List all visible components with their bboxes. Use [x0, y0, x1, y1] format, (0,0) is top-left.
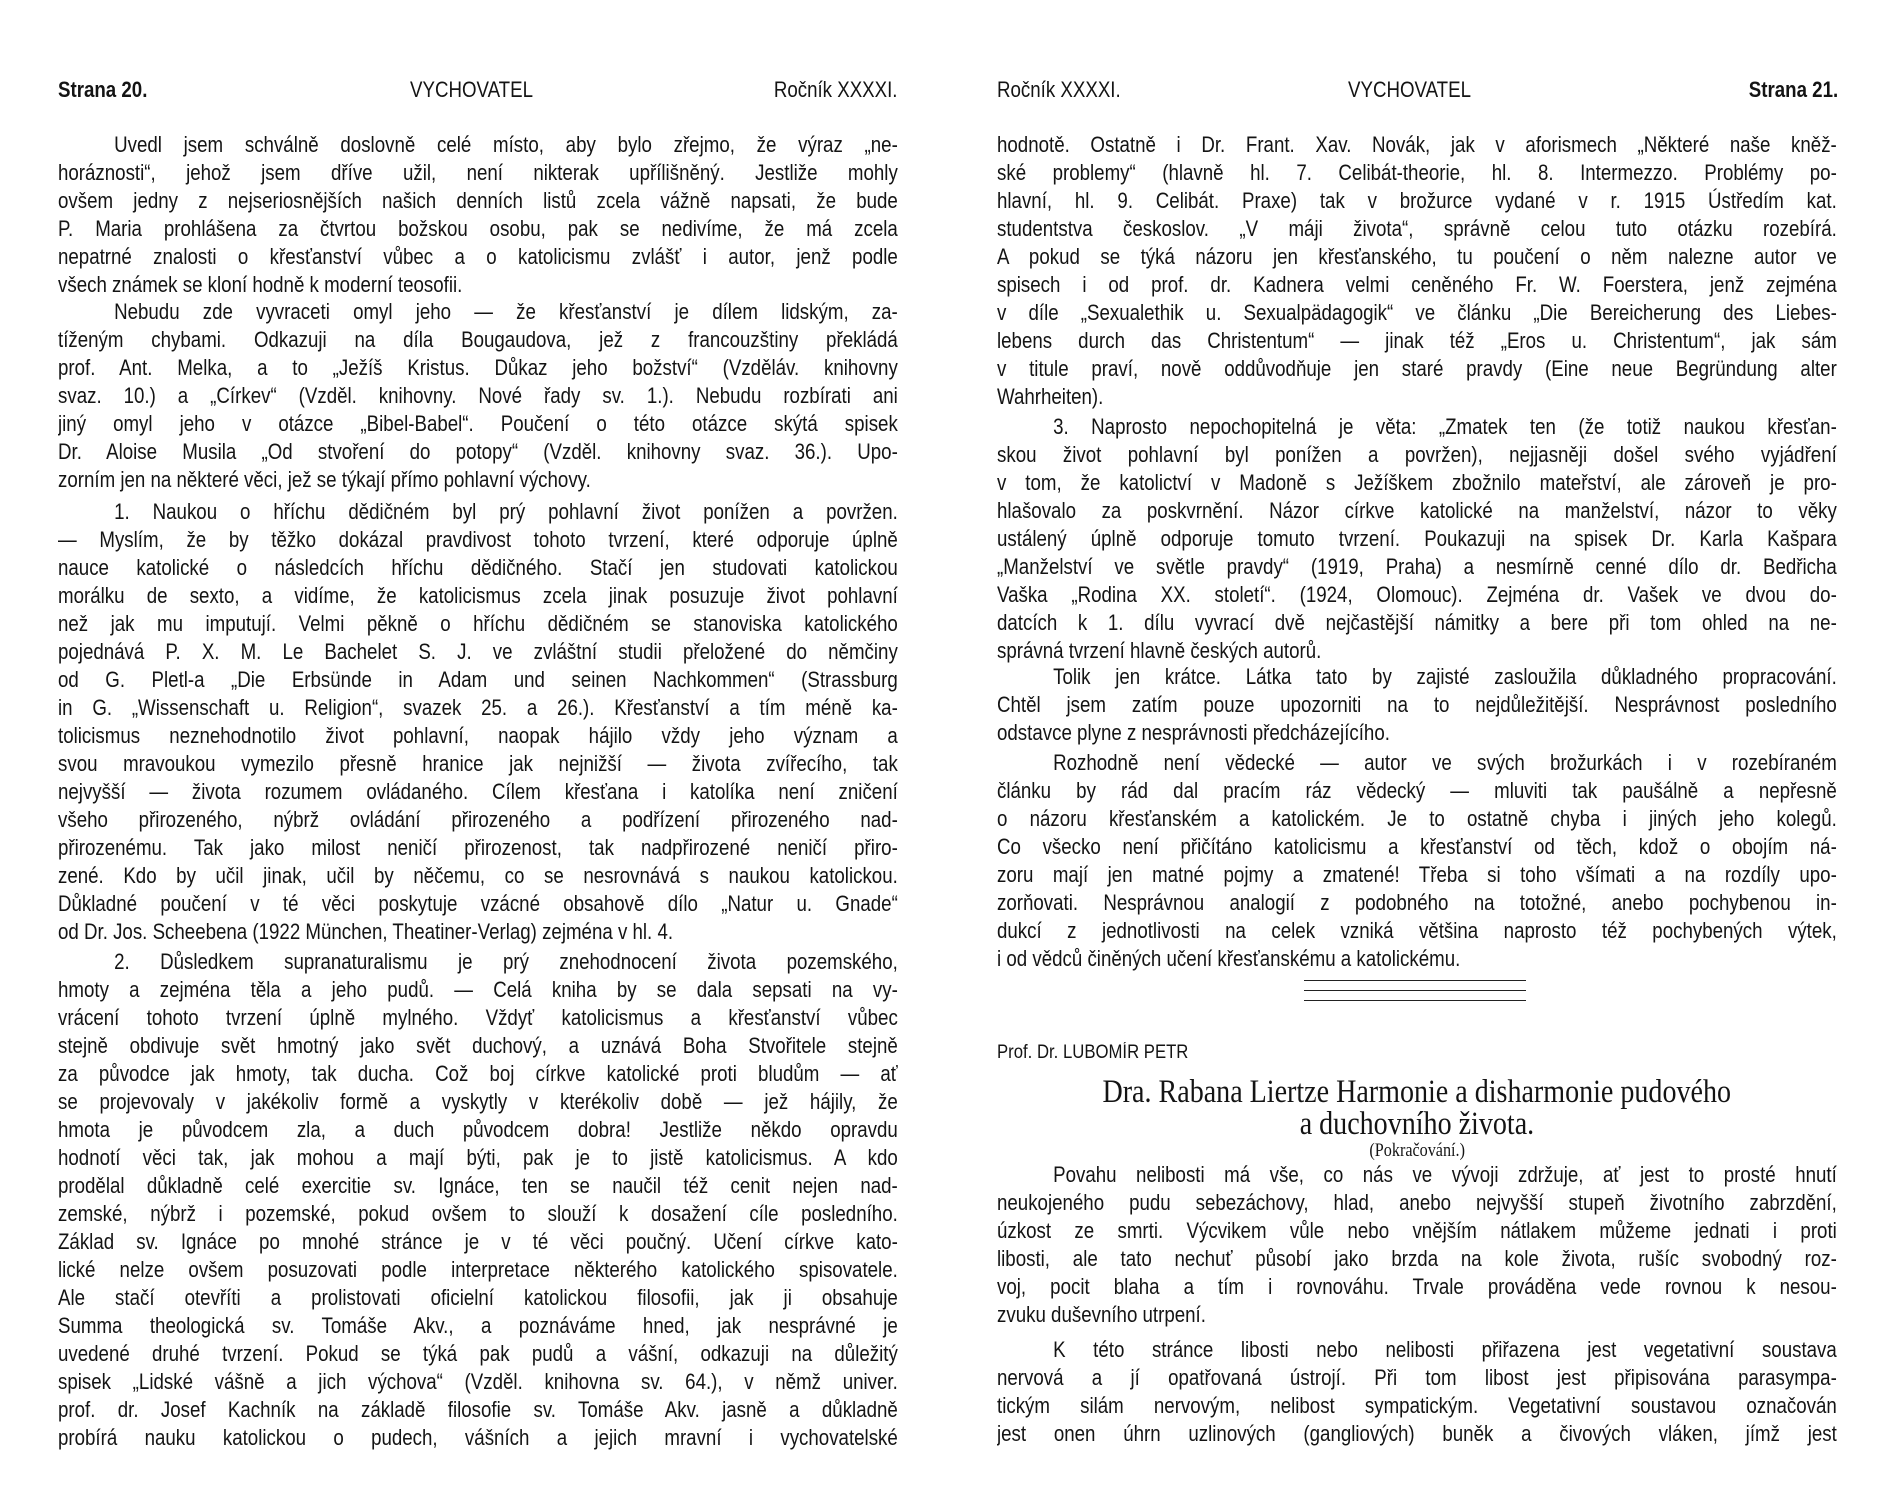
article-body — [997, 0, 1837, 1500]
text-line: Chtěl jsem zatím pouze upozorniti na to nejdůležitější. Nesprávnost posledního — [997, 692, 1837, 717]
text-line: zorňovati. Nesprávnou analogií z podobného na totožné, anebo pochybenou in- — [997, 890, 1837, 915]
text-line: odstavce plyne z nesprávnosti předcházejícího. — [997, 720, 1390, 745]
text-line: Základ sv. Ignáce po mnohé stránce je v té věci poučný. Učení církve kato- — [58, 1229, 898, 1254]
text-line: uvedené druhé tvrzení. Pokud se týká pak pudů a vášní, odkazuji na důležitý — [58, 1341, 898, 1366]
text-line: vrácení tohoto tvrzení úplně mylného. Vždyť katolicismus a křesťanství vůbec — [58, 1005, 898, 1030]
text-line: studentstva českoslov. „V máji života“, správně celou tuto otázku rozebírá. — [997, 216, 1837, 241]
text-line: tickým silám nervovým, nelibost sympatickým. Vegetativní soustavou označován — [997, 1393, 1837, 1418]
text-line: svaz. 10.) a „Církev“ (Vzděl. knihovny. Nové řady sv. 1.). Nebudu rozbírati ani — [58, 383, 898, 408]
paragraph — [58, 131, 898, 299]
text-line: skou život pohlavní byl ponížen a povržen), nejjasněji došel svého vyjádření — [997, 442, 1837, 467]
continuation-note: (Pokračování.) — [1369, 1140, 1465, 1161]
paragraph — [58, 948, 898, 1452]
page-number: Strana 21. — [1748, 77, 1838, 102]
text-line: spisek „Lidské vášně a jich výchova“ (Vzděl. knihovna sv. 64.), v němž univer. — [58, 1369, 898, 1394]
text-line: hmoty a zejména těla a jeho pudů. — Celá kniha by se dala sepsati na vy- — [58, 977, 898, 1002]
text-line: 3. Naprosto nepochopitelná je věta: „Zmatek ten (že totiž naukou křesťan- — [1053, 414, 1837, 439]
text-line: ustálený úplně odporuje tomuto tvrzení. Poukazuji na spisek Dr. Karla Kašpara — [997, 526, 1837, 551]
paragraph — [58, 498, 898, 946]
volume-number: Ročník XXXXI. — [774, 77, 898, 102]
left-page-body — [58, 0, 898, 1500]
paragraph — [997, 1161, 1837, 1329]
article-title-line-1: Dra. Rabana Liertze Harmonie a disharmonie pudového — [1102, 1074, 1732, 1110]
text-line: Co všecko není přičítáno katolicismu a křesťanství od těch, kdož o obojím ná- — [997, 834, 1837, 859]
text-line: svou mravoukou vymezilo přesně hranice jak nejnižší — života zvířecího, tak — [58, 751, 898, 776]
text-line: ské problemy“ (hlavně hl. 7. Celibát-theorie, hl. 8. Intermezzo. Problémy po- — [997, 160, 1837, 185]
text-line: se projevovaly v jakékoliv formě a vyskytly v kterékoliv době — jež hájily, že — [58, 1089, 898, 1114]
text-line: K této stránce libosti nebo nelibosti přiřazena jest vegetativní soustava — [1053, 1337, 1837, 1362]
text-line: Ale stačí otevříti a prolistovati oficielní katolickou filosofii, jak ji obsahuje — [58, 1285, 898, 1310]
text-line: Rozhodně není vědecké — autor ve svých brožurkách i v rozebíraném — [1053, 750, 1837, 775]
text-line: prof. dr. Josef Kachník na základě filosofie sv. Tomáše Akv. jasně a důkladně — [58, 1397, 898, 1422]
text-line: lebens durch das Christentum“ — jinak též „Eros u. Christentum“, jak sám — [997, 328, 1837, 353]
text-line: voj, pocit blaha a tím i rovnováhu. Trvale prováděna vede rovnou k nesou- — [997, 1274, 1837, 1299]
text-line: — Myslím, že by těžko dokázal pravdivost tohoto tvrzení, které odporuje úplně — [58, 527, 898, 552]
text-line: i od vědců činěných učení křesťanskému a katolickému. — [997, 946, 1461, 971]
text-line: prodělal důkladně celé exercitie sv. Ignáce, ten se naučil též cenit nejen nad- — [58, 1173, 898, 1198]
text-line: A pokud se týká názoru jen křesťanského, tu poučení o něm nalezne autor ve — [997, 244, 1837, 269]
text-line: správná tvrzení hlavně českých autorů. — [997, 638, 1322, 663]
text-line: zvuku duševního utrpení. — [997, 1302, 1206, 1327]
text-line: P. Maria prohlášena za čtvrtou božskou osobu, pak se nedivíme, že má zcela — [58, 216, 898, 241]
text-line: zemské, nýbrž i pozemské, pokud ovšem to slouží k dosažení cíle posledního. — [58, 1201, 898, 1226]
text-line: v díle „Sexualethik u. Sexualpädagogik“ ve článku „Die Bereicherung des Liebes- — [997, 300, 1837, 325]
text-line: v tom, že katolictví v Madoně s Ježíškem zbožnilo mateřství, ale zároveň je pro- — [997, 470, 1837, 495]
text-line: pojednává P. X. M. Le Bachelet S. J. ve zvláštní studii přeložené do němčiny — [58, 639, 898, 664]
page-number: Strana 20. — [58, 77, 148, 102]
text-line: stejně obdivuje svět hmotný jako svět duchový, a uznává Boha Stvořitele stejně — [58, 1033, 898, 1058]
text-line: prof. Ant. Melka, a to „Ježíš Kristus. Důkaz jeho božství“ (Vzděláv. knihovny — [58, 355, 898, 380]
text-line: úzkost ze smrti. Výcvikem vůle nebo vnějším nátlakem můžeme jednati i proti — [997, 1218, 1837, 1243]
text-line: v titule praví, nově oddůvodňuje jen staré pravdy (Eine neue Begründung alter — [997, 356, 1837, 381]
text-line: Důkladné poučení v té věci poskytuje vzácné obsahově dílo „Natur u. Gnade“ — [58, 891, 898, 916]
text-line: hlavní, hl. 9. Celibát. Praxe) tak v brožurce vydané v r. 1915 Ústředím kat. — [997, 188, 1837, 213]
text-line: hodnotí věci tak, jak mohou a mají býti, pak je to jistě katolicismus. A kdo — [58, 1145, 898, 1170]
article-title-line-2: a duchovního života. — [1299, 1106, 1535, 1142]
text-line: neukojeného pudu sebezáchovy, hlad, anebo nejvyšší stupeň životního zabrzdění, — [997, 1190, 1837, 1215]
text-line: článku by rád dal pracím ráz vědecký — mluviti tak paušálně a nepřesně — [997, 778, 1837, 803]
text-line: 1. Naukou o hříchu dědičném byl prý pohlavní život ponížen a povržen. — [114, 499, 898, 524]
text-line: od Dr. Jos. Scheebena (1922 München, Theatiner-Verlag) zejména v hl. 4. — [58, 919, 674, 944]
text-line: Wahrheiten). — [997, 384, 1104, 409]
text-line: hmota je původcem zla, a duch původcem dobra! Jestliže někdo opravdu — [58, 1117, 898, 1142]
text-line: všeho přirozeného, nýbrž ovládání přirozeného a podřízení přirozeného nad- — [58, 807, 898, 832]
text-line: Nebudu zde vyvraceti omyl jeho — že křesťanství je dílem lidským, za- — [114, 299, 898, 324]
paragraph — [58, 298, 898, 494]
text-line: zené. Kdo by učil jinak, učil by něčemu, co se nesrovnává s naukou katolickou. — [58, 863, 898, 888]
article-author: Prof. Dr. LUBOMÍR PETR — [997, 1042, 1189, 1063]
text-line: nervová a jí opatřovaná ústrojí. Při tom libost jest připisována parasympa- — [997, 1365, 1837, 1390]
text-line: Uvedl jsem schválně doslovně celé místo, aby bylo zřejmo, že výraz „ne- — [114, 132, 898, 157]
text-line: nepatrné znalosti o křesťanství vůbec a o katolicismu zvlášť i autor, jenž podle — [58, 244, 898, 269]
text-line: in G. „Wissenschaft u. Religion“, svazek 25. a 26.). Křesťanství a tím méně ka- — [58, 695, 898, 720]
text-line: hlašovalo za poskvrnění. Názor církve katolické na manželství, názor to věky — [997, 498, 1837, 523]
text-line: o názoru křesťanském a katolickém. Je to ostatně chyba i jiných jeho kolegů. — [997, 806, 1837, 831]
text-line: tolicismus neznehodnotilo život pohlavní, naopak hájilo vždy jeho význam a — [58, 723, 898, 748]
text-line: spisech i od prof. dr. Kadnera velmi ceněného Fr. W. Foerstera, jenž zejména — [997, 272, 1837, 297]
text-line: Povahu nelibosti má vše, co nás ve vývoji zdržuje, ať jest to prosté hnutí — [1053, 1162, 1837, 1187]
text-line: libosti, ale tato nechuť působí jako brzda na kole života, rušíc svobodný roz- — [997, 1246, 1837, 1271]
text-line: nejvyšší — života rozumem ovládaného. Cílem křesťana i katolíka není zničení — [58, 779, 898, 804]
journal-title: VYCHOVATEL — [1348, 77, 1471, 102]
text-line: zorním jen na některé věci, jež se týkají přímo pohlavní výchovy. — [58, 467, 591, 492]
text-line: přirozenému. Tak jako milost neničí přirozenost, tak nadpřirozené neničí přiro- — [58, 835, 898, 860]
text-line: zoru mají jen matné pojmy a zmatené! Třeba si toho všímati a na rozdíly upo- — [997, 862, 1837, 887]
text-line: hodnotě. Ostatně i Dr. Frant. Xav. Novák, jak v aforismech „Některé naše kněž- — [997, 132, 1837, 157]
text-line: od G. Pletl-a „Die Erbsünde in Adam und seinen Nachkommen“ (Strassburg — [58, 667, 898, 692]
paragraph — [997, 1336, 1837, 1448]
text-line: dukcí z jednotlivosti na celek vzniká většina naprosto též pochybených výtek, — [997, 918, 1837, 943]
text-line: Vaška „Rodina XX. století“. (1924, Olomouc). Zejména dr. Vašek ve dvou do- — [997, 582, 1837, 607]
text-line: všech známek se kloní hodně k moderní teosofii. — [58, 272, 463, 297]
text-line: nauce katolické o následcích hříchu dědičného. Stačí jen studovati katolickou — [58, 555, 898, 580]
text-line: jest onen úhrn uzlinových (gangliových) buněk a čivových vláken, jímž jest — [997, 1421, 1837, 1446]
text-line: tíženým chybami. Odkazuji na díla Bougaudova, jež z francouzštiny překládá — [58, 327, 898, 352]
text-line: Summa theologická sv. Tomáše Akv., a poznáváme hned, jak nesprávné je — [58, 1313, 898, 1338]
text-line: 2. Důsledkem supranaturalismu je prý znehodnocení života pozemského, — [114, 949, 898, 974]
text-line: morálku de sexto, a vidíme, že katolicismus zcela jinak posuzuje život pohlavní — [58, 583, 898, 608]
text-line: než jak mu imputují. Velmi pěkně o hříchu dědičném se stanoviska katolického — [58, 611, 898, 636]
text-line: Tolik jen krátce. Látka tato by zajisté zasloužila důkladného propracování. — [1053, 664, 1837, 689]
text-line: Dr. Aloise Musila „Od stvoření do potopy“ (Vzděl. knihovny svaz. 36.). Upo- — [58, 439, 898, 464]
text-line: datcích k 1. dílu vyvrací dvě nejčastější námitky a bere při tom ohled na ne- — [997, 610, 1837, 635]
text-line: „Manželství ve světle pravdy“ (1919, Praha) a nesmírně cenné dílo dr. Bedřicha — [997, 554, 1837, 579]
text-line: horáznosti“, jehož jsem dříve užil, není nikterak upřílišněný. Jestliže mohly — [58, 160, 898, 185]
text-line: lické nelze ovšem posuzovati podle interpretace některého katolického spisovatele. — [58, 1257, 898, 1282]
volume-number: Ročník XXXXI. — [997, 77, 1121, 102]
text-line: za původce jak hmoty, tak ducha. Což boj církve katolické proti bludům — ať — [58, 1061, 898, 1086]
text-line: probírá nauku katolickou o pudech, vášních a jejich mravní i vychovatelské — [58, 1425, 898, 1450]
journal-title: VYCHOVATEL — [410, 77, 533, 102]
text-line: ovšem jedny z nejseriosnějších našich denních listů zcela vážně napsati, že bude — [58, 188, 898, 213]
text-line: jiný omyl jeho v otázce „Bibel-Babel“. Poučení o této otázce skýtá spisek — [58, 411, 898, 436]
